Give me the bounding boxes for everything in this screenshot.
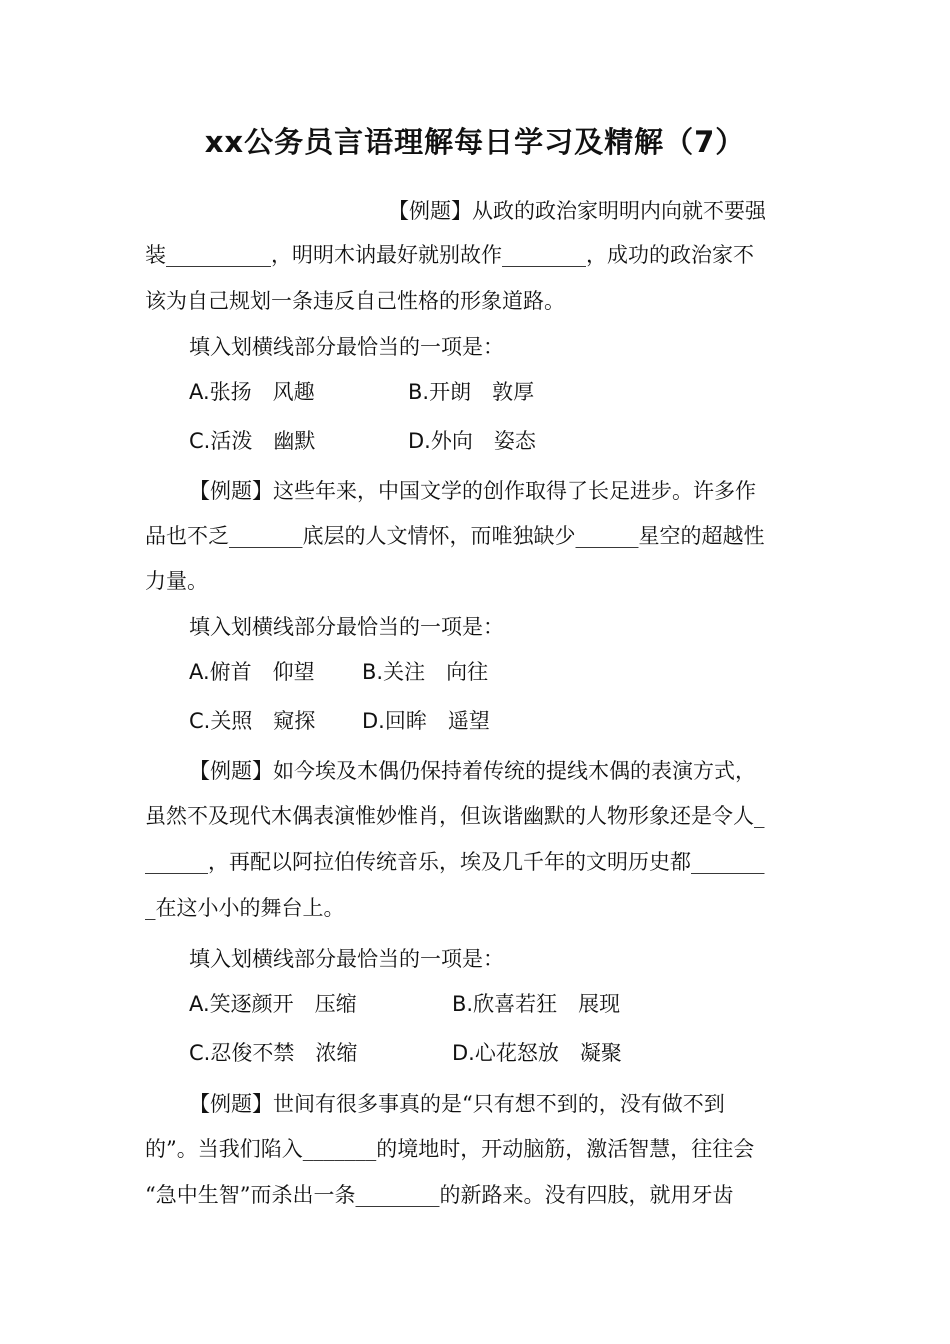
q3-option-a: A.笑逐颜开 压缩 xyxy=(189,992,357,1016)
q3-line-2: 虽然不及现代木偶表演惟妙惟肖，但诙谐幽默的人物形象还是令人_ xyxy=(145,804,765,828)
q2-line-3: 力量。 xyxy=(145,569,208,593)
q4-line-3: “急中生智”而杀出一条________的新路来。没有四肢，就用牙齿 xyxy=(145,1183,734,1207)
q2-line-1: 【例题】这些年来，中国文学的创作取得了长足进步。许多作 xyxy=(189,479,756,503)
q2-option-b: B.关注 向往 xyxy=(362,660,489,684)
q4-line-1: 【例题】世间有很多事真的是“只有想不到的，没有做不到 xyxy=(189,1092,725,1116)
q1-line-2: 装__________，明明木讷最好就别故作________，成功的政治家不 xyxy=(145,243,754,267)
q3-option-d: D.心花怒放 凝聚 xyxy=(452,1041,622,1065)
q2-option-c: C.关照 窥探 xyxy=(189,709,316,733)
q2-prompt: 填入划横线部分最恰当的一项是： xyxy=(189,615,504,639)
q3-line-3: ______，再配以阿拉伯传统音乐，埃及几千年的文明历史都_______ xyxy=(145,850,765,874)
q2-line-2: 品也不乏_______底层的人文情怀，而唯独缺少______星空的超越性 xyxy=(145,524,765,548)
q2-option-a: A.俯首 仰望 xyxy=(189,660,315,684)
q1-prompt: 填入划横线部分最恰当的一项是： xyxy=(189,335,504,359)
q4-line-2: 的”。当我们陷入_______的境地时，开动脑筋，激活智慧，往往会 xyxy=(145,1137,755,1161)
q1-option-d: D.外向 姿态 xyxy=(408,429,536,453)
q1-option-b: B.开朗 敦厚 xyxy=(408,380,535,404)
document-title: xx公务员言语理解每日学习及精解（7） xyxy=(204,125,746,159)
q1-line-3: 该为自己规划一条违反自己性格的形象道路。 xyxy=(145,289,565,313)
q3-line-4: _在这小小的舞台上。 xyxy=(145,896,345,920)
q3-option-b: B.欣喜若狂 展现 xyxy=(452,992,621,1016)
q1-line-1: 【例题】从政的政治家明明内向就不要强 xyxy=(388,199,766,223)
q3-line-1: 【例题】如今埃及木偶仍保持着传统的提线木偶的表演方式， xyxy=(189,759,756,783)
q3-option-c: C.忍俊不禁 浓缩 xyxy=(189,1041,358,1065)
q2-option-d: D.回眸 遥望 xyxy=(362,709,490,733)
q1-option-c: C.活泼 幽默 xyxy=(189,429,316,453)
q3-prompt: 填入划横线部分最恰当的一项是： xyxy=(189,947,504,971)
q1-option-a: A.张扬 风趣 xyxy=(189,380,315,404)
